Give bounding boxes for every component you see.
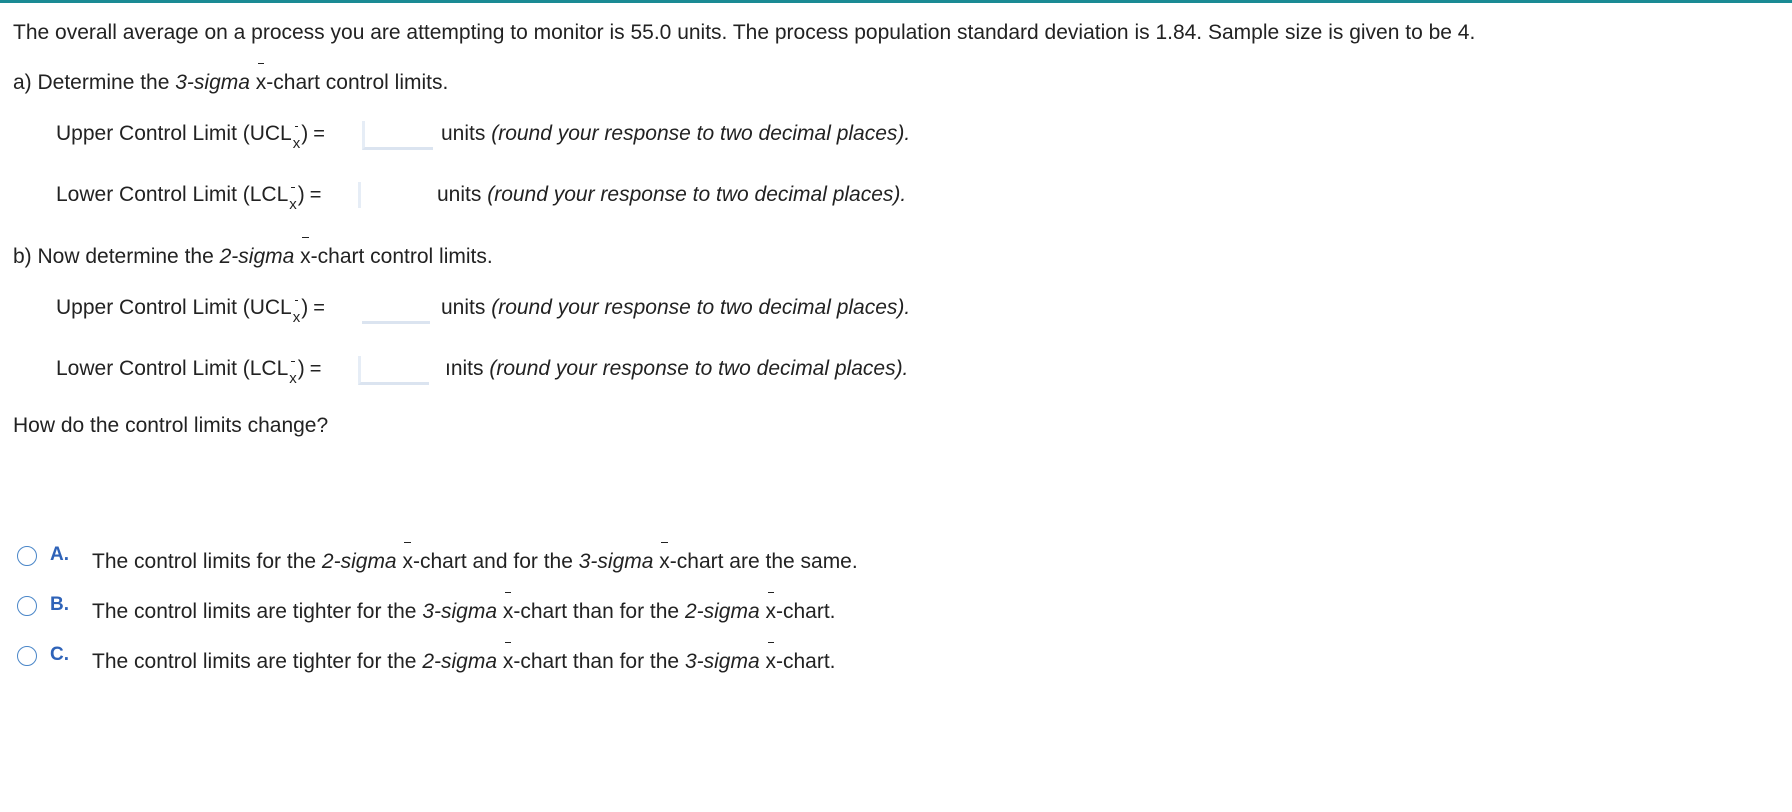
option-a-text[interactable]: The control limits for the 2-sigma x-chart and for the 3-sigma x-chart are the same. — [92, 550, 858, 573]
part-b-ucl-input[interactable] — [362, 295, 430, 324]
question-intro: The overall average on a process you are attempting to monitor is 55.0 units. The process population standard deviation is 1.84. Sample size is given to be 4. — [13, 21, 1476, 44]
change-question: How do the control limits change? — [13, 414, 329, 437]
part-a-ucl-input[interactable] — [362, 121, 433, 150]
part-b-ucl-label: Upper Control Limit (UCLx) = — [56, 295, 325, 323]
x-bar-symbol: x — [300, 245, 311, 268]
option-b-letter: B. — [50, 594, 69, 615]
part-a-lcl-input[interactable] — [358, 182, 425, 208]
part-b-lcl-label: Lower Control Limit (LCLx) = — [56, 356, 321, 384]
option-b-radio[interactable] — [17, 596, 37, 616]
part-a-heading: a) Determine the 3-sigma x-chart control limits. — [13, 71, 449, 94]
part-a-ucl-units: units (round your response to two decimal places). — [441, 122, 911, 145]
part-b-lcl-input[interactable] — [358, 356, 429, 385]
option-a-letter: A. — [50, 544, 69, 565]
option-c-letter: C. — [50, 644, 69, 665]
part-a-lcl-units: units (round your response to two decimal places). — [437, 183, 907, 206]
part-a-lcl-label: Lower Control Limit (LCLx) = — [56, 182, 321, 210]
part-b-ucl-units: units (round your response to two decimal places). — [441, 296, 911, 319]
part-b-heading: b) Now determine the 2-sigma x-chart control limits. — [13, 245, 493, 268]
top-accent-bar — [0, 0, 1792, 3]
option-a-radio[interactable] — [17, 546, 37, 566]
part-b-lcl-units: ınits (round your response to two decimal places). — [445, 357, 909, 380]
option-c-radio[interactable] — [17, 646, 37, 666]
part-a-ucl-label: Upper Control Limit (UCLx) = — [56, 121, 325, 149]
option-b-text[interactable]: The control limits are tighter for the 3-sigma x-chart than for the 2-sigma x-chart. — [92, 600, 836, 623]
option-c-text[interactable]: The control limits are tighter for the 2-sigma x-chart than for the 3-sigma x-chart. — [92, 650, 836, 673]
x-bar-symbol: x — [255, 71, 267, 94]
